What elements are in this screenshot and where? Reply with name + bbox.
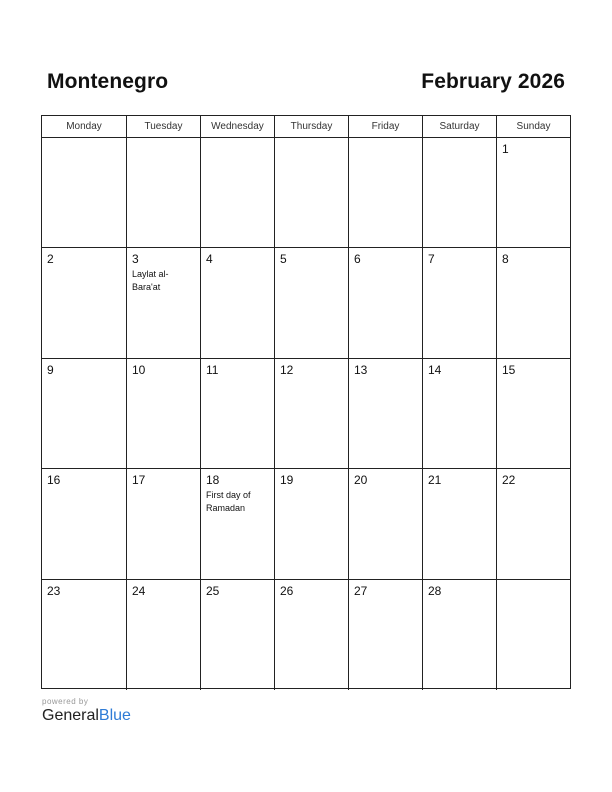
day-cell <box>42 359 127 468</box>
day-cell <box>423 580 497 690</box>
day-cell <box>42 138 127 247</box>
day-cell <box>497 359 570 468</box>
day-cell <box>497 138 570 247</box>
day-cell <box>275 469 349 578</box>
day-number: 13 <box>354 362 368 377</box>
day-number: 25 <box>206 583 220 598</box>
day-cell <box>275 138 349 247</box>
day-cell <box>127 469 201 578</box>
weekday-sunday: Sunday <box>516 121 551 132</box>
day-number: 11 <box>206 362 219 377</box>
day-cell <box>497 248 570 357</box>
weekday-wednesday: Wednesday <box>201 116 275 137</box>
day-cell <box>275 359 349 468</box>
day-number: 6 <box>354 252 361 267</box>
day-number: 28 <box>428 583 442 598</box>
day-number: 2 <box>47 252 54 267</box>
day-cell <box>349 580 423 690</box>
day-cell <box>423 138 497 247</box>
weekday-header-row <box>42 116 570 138</box>
day-cell <box>201 359 275 468</box>
day-number: 19 <box>280 473 294 488</box>
week-row <box>42 248 570 358</box>
day-number: 12 <box>280 362 294 377</box>
day-number: 23 <box>47 583 61 598</box>
holiday-event: First day of Ramadan <box>206 490 251 514</box>
day-number: 14 <box>428 362 442 377</box>
day-number: 26 <box>280 583 294 598</box>
day-number: 22 <box>502 473 516 488</box>
day-cell <box>349 248 423 357</box>
day-cell <box>127 138 201 247</box>
day-cell <box>423 469 497 578</box>
powered-by-text: powered by <box>42 697 89 706</box>
day-number: 27 <box>354 583 368 598</box>
week-row <box>42 138 570 248</box>
day-cell <box>42 248 127 357</box>
weekday-tuesday: Tuesday <box>127 116 201 137</box>
day-cell <box>423 359 497 468</box>
day-cell <box>201 248 275 357</box>
footer-branding <box>42 697 131 725</box>
day-number: 8 <box>502 252 509 267</box>
day-cell <box>42 469 127 578</box>
generalblue-logo <box>42 707 131 725</box>
day-cell <box>127 248 201 357</box>
day-cell <box>423 248 497 357</box>
day-number: 20 <box>354 473 368 488</box>
day-cell <box>275 580 349 690</box>
day-cell <box>349 469 423 578</box>
day-cell <box>201 580 275 690</box>
day-number: 3 <box>132 252 139 267</box>
brand-blue: Blue <box>98 707 131 724</box>
day-number: 17 <box>132 473 146 488</box>
day-number: 5 <box>280 252 287 267</box>
day-number: 4 <box>206 252 213 267</box>
week-row <box>42 469 570 579</box>
day-cell <box>497 469 570 578</box>
day-number: 24 <box>132 583 146 598</box>
day-number: 16 <box>47 473 61 488</box>
day-cell <box>42 580 127 690</box>
weekday-saturday: Saturday <box>423 116 497 137</box>
weekday-thursday: Thursday <box>275 116 349 137</box>
day-number: 15 <box>502 362 516 377</box>
day-number: 18 <box>206 473 220 488</box>
day-cell <box>349 359 423 468</box>
week-row <box>42 359 570 469</box>
day-number: 21 <box>428 473 442 488</box>
day-cell <box>127 580 201 690</box>
day-cell <box>201 469 275 578</box>
month-year-title: February 2026 <box>421 70 565 93</box>
day-cell <box>201 138 275 247</box>
day-number: 9 <box>47 362 54 377</box>
week-row <box>42 580 570 690</box>
weekday-friday: Friday <box>349 116 423 137</box>
day-number: 7 <box>428 252 435 267</box>
brand-general: General <box>42 707 99 724</box>
day-cell <box>349 138 423 247</box>
day-cell <box>275 248 349 357</box>
calendar-grid <box>41 115 571 689</box>
country-title: Montenegro <box>47 70 169 93</box>
day-cell <box>497 580 570 690</box>
holiday-event: Laylat al- Bara'at <box>132 269 169 293</box>
day-number: 10 <box>132 362 146 377</box>
weekday-monday: Monday <box>42 116 127 137</box>
day-cell <box>127 359 201 468</box>
calendar-weeks <box>42 138 570 690</box>
day-number: 1 <box>502 142 509 156</box>
